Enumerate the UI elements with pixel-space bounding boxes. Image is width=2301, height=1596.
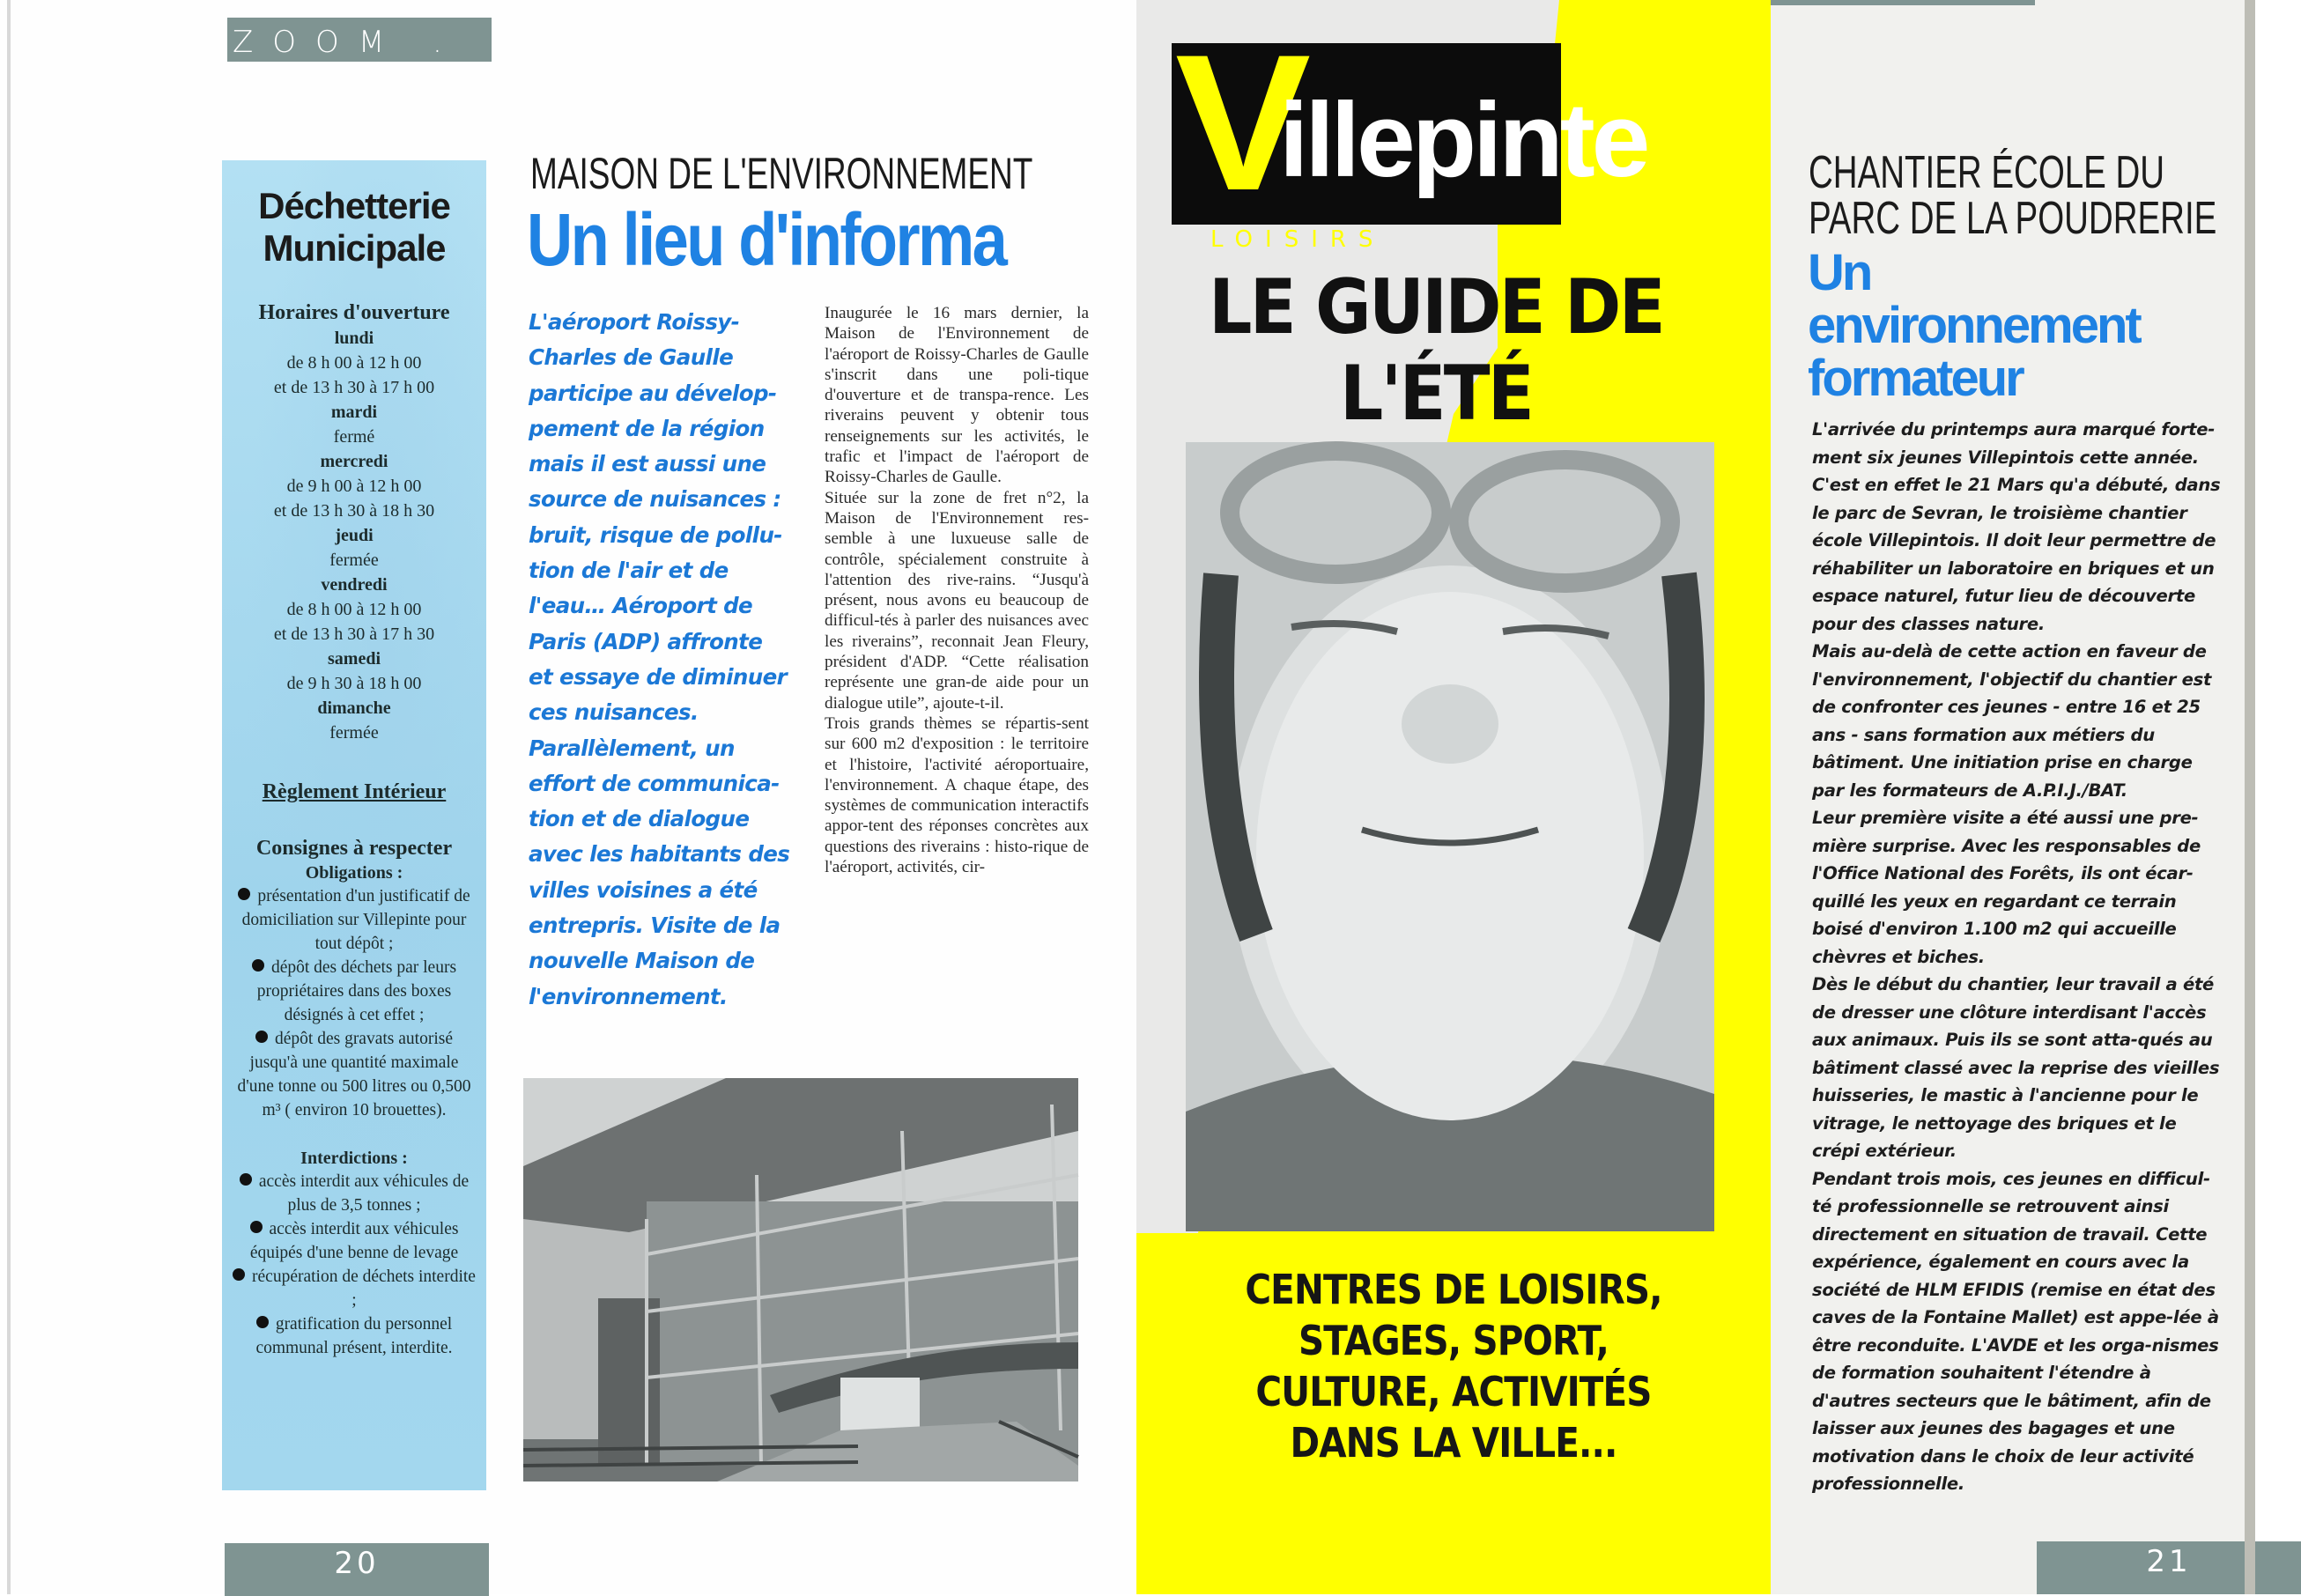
rule-item — [222, 956, 486, 1027]
bullet-icon — [252, 959, 264, 972]
schedule-hours: fermé — [333, 427, 375, 447]
page-20 — [0, 0, 1136, 1594]
body-paragraph: Leur première visite a été aussi une pre-mière surprise. Avec les responsables de l'Office National des Forêts, ils ont écar-quillé les yeux en regardant ce terrain boisé d'environ 1.100 m2 qui accueille chèvres et biches. — [1812, 808, 2201, 967]
schedule-day: vendredi — [321, 575, 388, 595]
kicker-line2: PARC DE LA POUDRERIE — [1809, 193, 2217, 244]
lead-paragraph: L'aéroport Roissy-Charles de Gaulle participe au dévelop-pement de la région mais il est aussi une source de nuisances : bruit, risque de pollu-tion de l'air et de l'eau… Aéroport de Paris (ADP) affronte et essaye de diminuer ces nuisances. — [529, 309, 788, 726]
sidebar-title — [222, 185, 486, 270]
article-body-right — [1812, 416, 2226, 1498]
tagline-line: CULTURE, ACTIVITÉS — [1255, 1368, 1652, 1415]
schedule-day: mercredi — [320, 452, 388, 471]
rule-item-text: accès interdit aux véhicules de plus de 3,5 tonnes ; — [258, 1172, 470, 1215]
article-headline-text: Un lieu d'informa — [527, 198, 1006, 281]
page-spine-edge — [2245, 0, 2255, 1594]
rule-item-text: présentation d'un justificatif de domiciliation sur Villepinte pour tout dépôt ; — [241, 887, 470, 953]
logo-word: illepinte — [1279, 81, 1647, 199]
tagline-line: STAGES, SPORT, — [1298, 1317, 1609, 1364]
schedule-day: samedi — [328, 649, 381, 669]
bullet-icon — [240, 1173, 252, 1186]
summer-guide-cover — [1136, 0, 1771, 1594]
schedule-hours: et de 13 h 30 à 18 h 30 — [273, 501, 435, 521]
rule-item — [222, 1312, 486, 1360]
rule-item-text: dépôt des déchets par leurs propriétaires dans des boxes désignés à cet effet ; — [256, 958, 457, 1024]
schedule-hours: et de 13 h 30 à 17 h 00 — [273, 378, 435, 397]
bullet-icon — [233, 1268, 245, 1281]
section-label: ZOOM . . . — [227, 18, 492, 62]
rule-item — [222, 1170, 486, 1217]
body-paragraph: Mais au-delà de cette action en faveur de l'environnement, l'objectif du chantier est de confronter ces jeunes - entre 16 et 25 ans - sans formation aux métiers du bâtiment. Une initiation prise en charge par les formateurs de A.P.I.J./BAT. — [1812, 641, 2212, 801]
sidebar-title-line2: Municipale — [263, 227, 446, 269]
body-paragraph: Dès le début du chantier, leur travail a été de dresser une clôture interdisant l'accès aux animaux. Puis ils se sont atta-qués au bâtiment classé avec la reprise des vieilles huisseries, le mastic à l'ancienne pour le vitrage, le nettoyage des briques et le crépi extérieur. — [1812, 974, 2220, 1161]
schedule-hours: et de 13 h 30 à 17 h 30 — [273, 624, 435, 644]
rule-item-text: accès interdit aux véhicules équipés d'une benne de levage — [249, 1220, 459, 1262]
rule-item-text: récupération de déchets interdite ; — [252, 1267, 476, 1310]
schedule-hours: de 8 h 00 à 12 h 00 — [286, 353, 422, 373]
rule-item-text: dépôt des gravats autorisé jusqu'à une quantité maximale d'une tonne ou 500 litres ou 0,500 m³ ( environ 10 brouettes). — [237, 1030, 471, 1119]
prohibitions-list — [222, 1170, 486, 1360]
dechetterie-sidebar — [222, 160, 486, 1490]
cover-title-line1: LE GUIDE DE — [1209, 263, 1663, 351]
hours-heading: Horaires d'ouverture — [258, 301, 450, 324]
headline-line: environnement — [1808, 297, 2140, 354]
logo-subtitle: LOISIRS — [1210, 226, 1386, 253]
page-21 — [1136, 0, 2255, 1594]
villepinte-loisirs-logo — [1172, 14, 1647, 253]
opening-schedule — [222, 326, 486, 745]
body-paragraph: Située sur la zone de fret n°2, la Maison de l'Environnement res-semble à une luxueuse salle de contrôle, spécialement construite à l'attention des rive-rains. “Jusqu'à présent, nous avons eu beaucoup de difficul-tés à parler des nuisances avec les riverains”, reconnait Jean Fleury, président d'ADP. “Cette réalisation représente une gran-de aide pour un dialogue utile”, ajoute-t-il. — [825, 488, 1089, 713]
article-kicker-right — [1809, 147, 2217, 244]
tagline-line: DANS LA VILLE... — [1290, 1419, 1617, 1467]
page-number-left: 20 — [225, 1543, 489, 1596]
rule-item — [222, 1027, 486, 1122]
bullet-icon — [256, 1316, 269, 1328]
bullet-icon — [255, 1031, 268, 1043]
article-body — [825, 303, 1089, 877]
page-edge — [7, 0, 11, 1594]
article-lead — [529, 305, 793, 1015]
article-headline — [527, 196, 1136, 284]
rule-item — [222, 884, 486, 956]
child-illustration — [1186, 442, 1714, 1231]
rule-item-text: gratification du personnel communal présent, interdite. — [255, 1315, 453, 1357]
schedule-hours: de 9 h 30 à 18 h 00 — [286, 674, 422, 693]
instructions-heading: Consignes à respecter — [255, 837, 453, 860]
body-paragraph: L'arrivée du printemps aura marqué forte-ment six jeunes Villepintois cette année. C'est en effet le 21 Mars qu'a débuté, dans le parc de Sevran, le troisième chantier école Villepintois. Il doit leur permettre de réhabiliter un laboratoire en briques et un espace naturel, futur lieu de découverte pour des classes nature. — [1812, 419, 2221, 634]
lead-paragraph: Parallèlement, un effort de communica-tion et de dialogue avec les habitants des villes voisines a été entrepris. Visite de la nouvelle Maison de l'environnement. — [529, 735, 790, 1009]
article-kicker: MAISON DE L'ENVIRONNEMENT — [530, 149, 1033, 198]
schedule-hours: de 8 h 00 à 12 h 00 — [286, 600, 422, 619]
body-paragraph: Inaugurée le 16 mars dernier, la Maison de l'Environnement de l'aéroport de Roissy-Charles de Gaulle s'inscrit dans une poli-tique d'ouverture et de transpa-rence. Les riverains peuvent y obtenir tous renseignements sur les activités, le trafic et l'impact de l'aéroport de Roissy-Charles de Gaulle. — [825, 304, 1089, 487]
obligations-list — [222, 884, 486, 1122]
schedule-hours: de 9 h 00 à 12 h 00 — [286, 477, 422, 496]
bullet-icon — [250, 1221, 263, 1233]
headline-line: Un — [1808, 244, 1871, 301]
schedule-day: jeudi — [335, 526, 374, 545]
article-headline-right — [1808, 244, 2231, 407]
rule-item — [222, 1265, 486, 1312]
schedule-day: mardi — [330, 403, 378, 422]
schedule-hours: fermée — [329, 723, 379, 743]
sidebar-title-line1: Déchetterie — [258, 185, 450, 226]
child-goggles-photo — [1186, 442, 1714, 1231]
logo-initial: V — [1175, 14, 1312, 231]
building-photo — [523, 1078, 1078, 1481]
chantier-ecole-article — [1771, 0, 2255, 1594]
rules-heading: Règlement Intérieur — [262, 780, 447, 803]
top-band — [1771, 0, 2035, 5]
body-paragraph: Pendant trois mois, ces jeunes en difficul-té professionnelle se retrouvent ainsi directement en situation de travail. Cette expérience, également en cours avec la société de HLM EFIDIS (remise en état des caves de la Fontaine Mallet) est appe-lée à être reconduite. L'AVDE et les orga-nismes de formation souhaitent l'étendre à d'autres secteurs que le bâtiment, afin de laisser aux jeunes des bagages et une motivation dans le choix de leur activité professionnelle. — [1812, 1168, 2219, 1494]
prohibitions-heading: Interdictions : — [300, 1149, 408, 1168]
obligations-heading: Obligations : — [305, 863, 403, 883]
building-illustration — [523, 1078, 1078, 1481]
schedule-hours: fermée — [329, 550, 379, 570]
page-number-right: 21 — [2037, 1541, 2301, 1594]
headline-line: formateur — [1808, 350, 2023, 407]
tagline-line: CENTRES DE LOISIRS, — [1245, 1266, 1662, 1313]
schedule-day: lundi — [334, 329, 374, 348]
cover-title-line2: L'ÉTÉ — [1339, 350, 1533, 438]
body-paragraph: Trois grands thèmes se répartis-sent sur 600 m2 d'exposition : le territoire et l'histoire, l'activité aéroportuaire, l'environnement. A chaque étape, des systèmes de communication interactifs appor-tent des réponses concrètes aux questions des riverains : histo-rique de l'aéroport, activités, cir- — [825, 713, 1089, 877]
cover-tagline — [1190, 1264, 1717, 1468]
kicker-line1: CHANTIER ÉCOLE DU — [1809, 147, 2165, 198]
cover-title — [1198, 264, 1674, 437]
bullet-icon — [238, 888, 250, 900]
rule-item — [222, 1217, 486, 1265]
schedule-day: dimanche — [317, 698, 391, 718]
